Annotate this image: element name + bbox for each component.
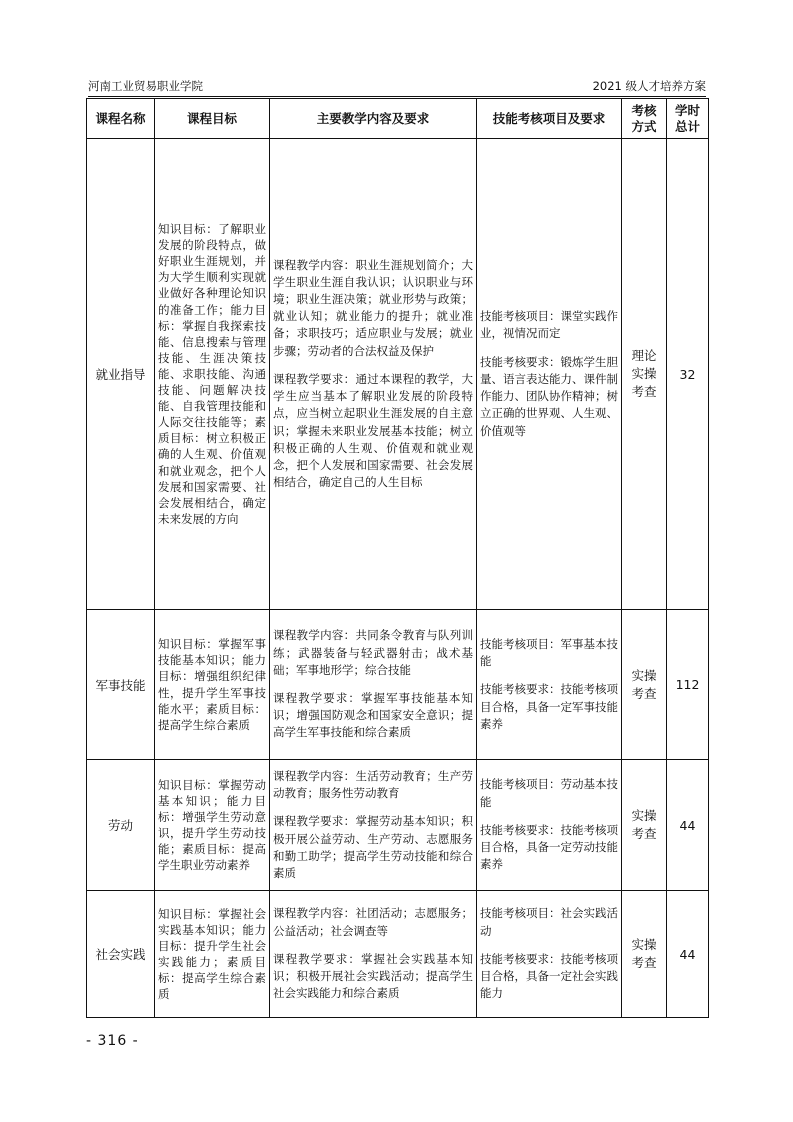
page-number: - 316 -: [86, 1033, 139, 1049]
teaching-content: 课程教学内容：共同条令教育与队列训练；武器装备与轻武器射击；战术基础；军事地形学；综合技能: [273, 628, 473, 677]
header-hours-line1: 学时: [674, 102, 700, 118]
table-row: [87, 891, 709, 1018]
course-goal: 知识目标：掌握劳动基本知识；能力目标：增强学生劳动意识，提升学生劳动技能；素质目标：提高学生职业劳动素养: [155, 760, 270, 891]
total-hours: 44: [667, 760, 709, 891]
course-name: 军事技能: [87, 610, 155, 760]
page-header: [88, 78, 706, 95]
skill-requirement: 技能考核要求：技能考核项目合格，具备一定军事技能素养: [480, 682, 618, 731]
teaching-requirement: 课程教学要求：掌握社会实践基本知识；积极开展社会实践活动；提高学生社会实践能力和综合素质: [273, 951, 473, 1001]
header-main-content: 主要教学内容及要求: [270, 99, 477, 139]
header-course-goal: 课程目标: [155, 99, 270, 139]
course-goal: 知识目标：掌握社会实践基本知识；能力目标：提升学生社会实践能力；素质目标：提高学生综合素质: [155, 891, 270, 1018]
method-line: 考查: [631, 955, 657, 970]
skill-assessment-cell: [477, 891, 622, 1018]
course-name: 社会实践: [87, 891, 155, 1018]
curriculum-table: [86, 98, 709, 1018]
skill-assessment-cell: [477, 139, 622, 610]
document-title: 2021 级人才培养方案: [592, 79, 706, 93]
skill-assessment-cell: [477, 610, 622, 760]
header-skill-assessment: 技能考核项目及要求: [477, 99, 622, 139]
institution-name: 河南工业贸易职业学院: [88, 79, 203, 93]
skill-item: 技能考核项目：军事基本技能: [480, 636, 618, 669]
teaching-requirement: 课程教学要求：通过本课程的教学，大学生应当基本了解职业发展的阶段特点，应当树立起职业生涯发展的自主意识；掌握未来职业发展基本技能；树立积极正确的人生观、价值观和就业观念，把个人发展和国家需要、社会发展相结合，确定自己的人生目标: [273, 371, 473, 490]
header-rule: [88, 96, 706, 97]
header-method-line2: 方式: [631, 118, 657, 134]
skill-requirement: 技能考核要求：锻炼学生胆量、语言表达能力、课件制作能力、团队协作精神；树立正确的世界观、人生观、价值观等: [480, 354, 618, 438]
course-name: 劳动: [87, 760, 155, 891]
method-line: 实操: [631, 937, 657, 952]
table-row: [87, 760, 709, 891]
method-line: 实操: [631, 808, 657, 823]
assessment-method: [622, 139, 667, 610]
course-goal: 知识目标：了解职业发展的阶段特点，做好职业生涯规划，并为大学生顺利实现就业做好各种理论知识的准备工作；能力目标：掌握自我探索技能、信息搜索与管理技能、生涯决策技能、求职技能、沟通技能、问题解决技能、自我管理技能和人际交往技能等；素质目标：树立积极正确的人生观、价值观和就业观念，把个人发展和国家需要、社会发展相结合，确定未来发展的方向: [155, 139, 270, 610]
header-hours-line2: 总计: [674, 118, 700, 134]
skill-item: 技能考核项目：社会实践活动: [480, 906, 618, 938]
total-hours: 44: [667, 891, 709, 1018]
course-content-cell: [270, 139, 477, 610]
header-total-hours: [667, 99, 709, 139]
header-assessment-method: [622, 99, 667, 139]
teaching-content: 课程教学内容：职业生涯规划简介；大学生职业生涯自我认识；认识职业与环境；职业生涯决策；就业形势与政策； 就业认知；就业能力的提升；就业准备；求职技巧；适应职业与发展；就业步骤；劳动者的合法权益及保护: [273, 257, 473, 358]
assessment-method: [622, 610, 667, 760]
course-content-cell: [270, 891, 477, 1018]
skill-requirement: 技能考核要求：技能考核项目合格，具备一定劳动技能素养: [480, 822, 618, 872]
teaching-content: 课程教学内容：生活劳动教育；生产劳动教育；服务性劳动教育: [273, 768, 473, 801]
method-line: 实操: [631, 667, 657, 683]
teaching-requirement: 课程教学要求：掌握军事技能基本知识；增强国防观念和国家安全意识；提高学生军事技能和综合素质: [273, 691, 473, 740]
method-line: 考查: [631, 384, 657, 399]
skill-item: 技能考核项目：课堂实践作业，视情况而定: [480, 309, 618, 341]
table-row: [87, 610, 709, 760]
skill-requirement: 技能考核要求：技能考核项目合格，具备一定社会实践能力: [480, 951, 618, 1001]
teaching-requirement: 课程教学要求：掌握劳动基本知识；积极开展公益劳动、生产劳动、志愿服务和勤工助学；提高学生劳动技能和综合素质: [273, 814, 473, 880]
course-name: 就业指导: [87, 139, 155, 610]
total-hours: 32: [667, 139, 709, 610]
assessment-method: [622, 891, 667, 1018]
header-method-line1: 考核: [631, 102, 657, 118]
course-content-cell: [270, 610, 477, 760]
total-hours: 112: [667, 610, 709, 760]
method-line: 考查: [631, 685, 657, 701]
skill-item: 技能考核项目：劳动基本技能: [480, 777, 618, 809]
header-course-name: 课程名称: [87, 99, 155, 139]
course-content-cell: [270, 760, 477, 891]
teaching-content: 课程教学内容：社团活动；志愿服务；公益活动；社会调查等: [273, 906, 473, 938]
skill-assessment-cell: [477, 760, 622, 891]
course-goal: 知识目标：掌握军事技能基本知识；能力目标：增强组织纪律性，提升学生军事技能水平；素质目标：提高学生综合素质: [155, 610, 270, 760]
method-line: 实操: [631, 366, 657, 381]
assessment-method: [622, 760, 667, 891]
method-line: 理论: [631, 348, 657, 363]
table-row: [87, 139, 709, 610]
table-header-row: [87, 99, 709, 139]
method-line: 考查: [631, 826, 657, 841]
